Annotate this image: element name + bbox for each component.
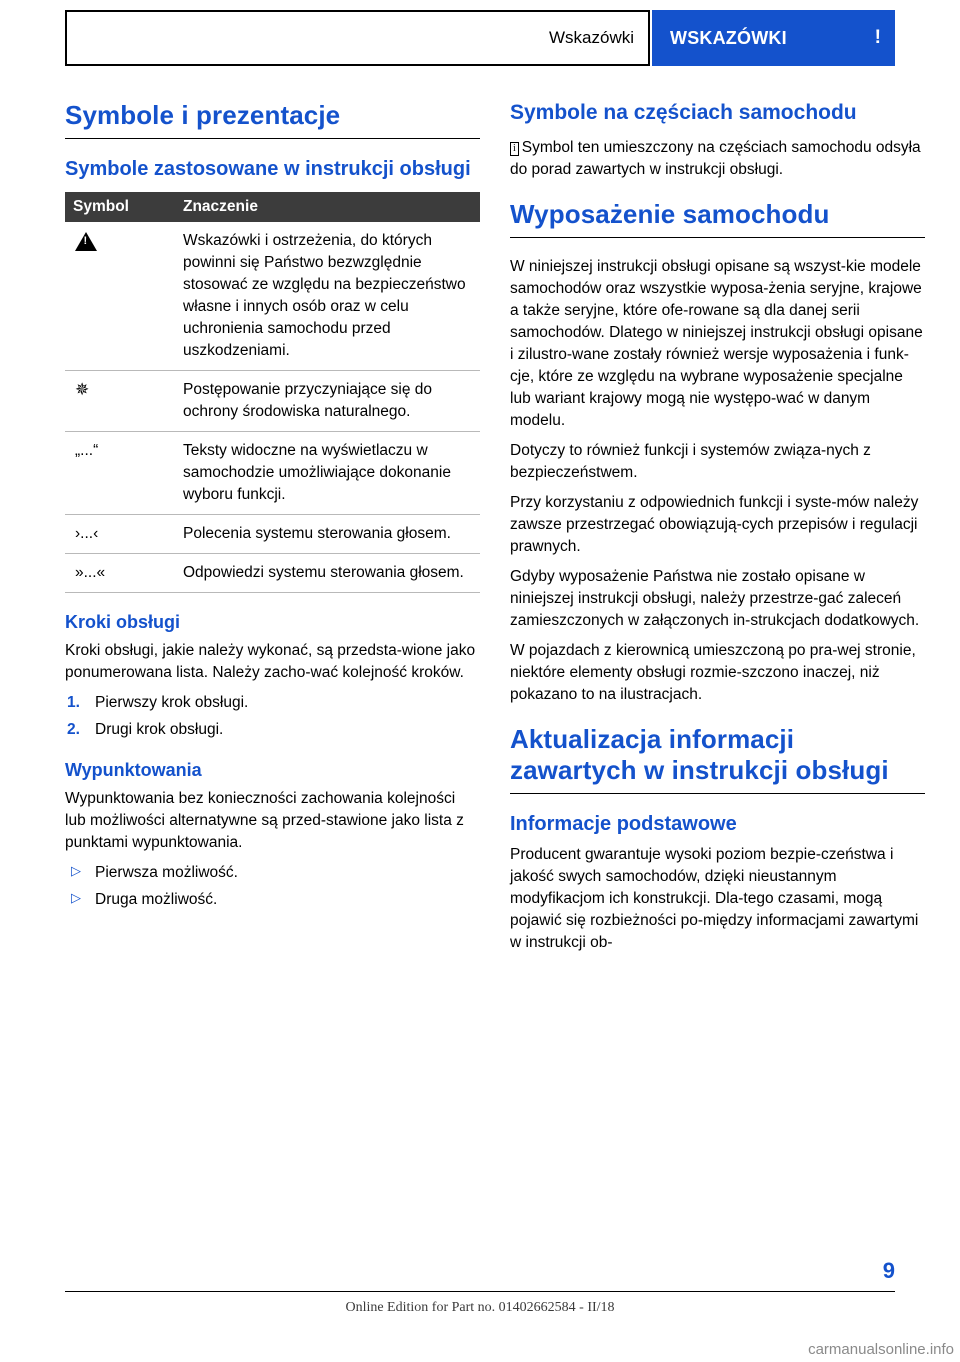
operating-steps-body: Kroki obsługi, jakie należy wykonać, są przedsta-wione jako ponumerowana lista. Należy zacho-wać kolejność kroków. [65, 642, 476, 682]
section-heading-operating-steps: Kroki obsługi [65, 612, 181, 633]
table-cell-meaning: Teksty widoczne na wyświetlaczu w samochodzie umożliwiające dokonanie wyboru funkcji. [175, 432, 480, 515]
equipment-paragraph-4: Gdyby wyposażenie Państwa nie zostało opisane w niniejszej instrukcji obsługi, należy przestrze-gać zaleceń zamieszczonych w załączonych in-strukcjach dodatkowych. [510, 567, 920, 629]
table-cell-meaning: Postępowanie przyczyniające się do ochrony środowiska naturalnego. [175, 371, 480, 432]
numbered-step-list [65, 692, 480, 741]
table-row [65, 371, 480, 432]
footer-divider [65, 1291, 895, 1292]
table-cell-meaning: Odpowiedzi systemu sterowania głosem. [175, 554, 480, 593]
vehicle-equipment-divider [510, 237, 925, 238]
title-divider [65, 138, 480, 139]
page-header [65, 10, 895, 66]
header-exclamation-icon: ! [874, 27, 881, 48]
page-number: 9 [882, 1258, 895, 1283]
section-heading-vehicle-equipment: Wyposażenie samochodu [510, 198, 830, 229]
right-column [510, 100, 925, 962]
header-left-box [65, 10, 650, 66]
manual-update-divider [510, 793, 925, 794]
basic-information-body: Producent gwarantuje wysoki poziom bezpie-czeństwa i jakość swych samochodów, dzięki nieustannym modyfikacjom ich konstrukcji. Dla-tego czasami, mogą pojawić się rozbieżności po-między informacjami zawartymi w instrukcji ob- [510, 845, 919, 951]
header-left-label: Wskazówki [548, 28, 634, 47]
table-cell-meaning: Wskazówki i ostrzeżenia, do których powinni się Państwo bezwzględnie stosować ze względu na bezpieczeństwo własne i innych osób oraz w celu uchronienia samochodu przed uszkodzeniami. [175, 222, 480, 371]
section-heading-symbols-on-parts: Symbole na częściach samochodu [510, 101, 857, 124]
bullet-list [65, 862, 480, 911]
footer-text: Online Edition for Part no. 01402662584 - II/18 [345, 1300, 615, 1315]
equipment-paragraph-3: Przy korzystaniu z odpowiednich funkcji i syste-mów należy zawsze przestrzegać obowiązują-cych przepisów i regulacji prawnych. [510, 493, 919, 555]
section-heading-manual-update: Aktualizacja informacji zawartych w instrukcji obsługi [510, 723, 889, 786]
section-heading-symbols-used: Symbole zastosowane w instrukcji obsługi [65, 157, 471, 180]
header-right-label: WSKAZÓWKI [670, 27, 787, 48]
voice-command-symbol: ›...‹ [65, 515, 175, 554]
table-row [65, 432, 480, 515]
list-item [65, 692, 480, 714]
eco-flower-icon: ✵ [65, 371, 175, 432]
symbols-table [65, 192, 480, 593]
left-column [65, 100, 480, 916]
step-text: Pierwszy krok obsługi. [95, 694, 249, 712]
bullet-triangle-icon: ▷ [71, 890, 81, 906]
watermark: carmanualsonline.info [808, 1341, 954, 1358]
list-item [65, 862, 480, 884]
page-title: Symbole i prezentacje [65, 100, 341, 130]
equipment-paragraph-2: Dotyczy to również funkcji i systemów związa-nych z bezpieczeństwem. [510, 441, 871, 481]
table-row [65, 515, 480, 554]
warning-triangle-icon [65, 222, 175, 371]
table-header-row [65, 192, 480, 222]
table-row [65, 222, 480, 371]
table-header-meaning: Znaczenie [175, 192, 480, 222]
voice-response-symbol: »...« [65, 554, 175, 593]
step-number: 2. [67, 721, 80, 739]
step-text: Drugi krok obsługi. [95, 721, 224, 739]
table-header-symbol: Symbol [65, 192, 175, 222]
section-heading-basic-information: Informacje podstawowe [510, 813, 737, 836]
equipment-paragraph-5: W pojazdach z kierownicą umieszczoną po pra-wej stronie, niektóre elementy obsługi rozmie-szczono inaczej, niż pokazano to na ilustracjach. [510, 641, 916, 703]
quote-symbol: „...“ [65, 432, 175, 515]
equipment-paragraph-1: W niniejszej instrukcji obsługi opisane są wszyst-kie modele samochodów oraz wszystkie wyposa-żenia seryjne, krajowe a także seryjne, które ofe-rowane są dla danej serii samochodów. Dlatego w niniejszej instrukcji obsługi opisane i zilustro-wane zostały również wersje wyposażenia i funk-cje, które ze względu na wybrane wyposażenie specjalne lub wariant krajowy mogą nie występo-wać w danym modelu. [510, 257, 923, 429]
list-item [65, 889, 480, 911]
book-icon: i [510, 142, 519, 156]
step-number: 1. [67, 694, 80, 712]
table-cell-meaning: Polecenia systemu sterowania głosem. [175, 515, 480, 554]
section-heading-bullet-points: Wypunktowania [65, 760, 202, 781]
bullet-text: Druga możliwość. [95, 891, 218, 909]
bullet-text: Pierwsza możliwość. [95, 864, 238, 882]
list-item [65, 719, 480, 741]
symbols-on-parts-body: i Symbol ten umieszczony na częściach samochodu odsyła do porad zawartych w instrukcji obsługi. [510, 138, 921, 178]
table-row [65, 554, 480, 593]
header-right-box [652, 10, 895, 66]
bullet-points-body: Wypunktowania bez konieczności zachowania kolejności lub możliwości alternatywne są przed-stawione jako lista z punktami wypunktowania. [65, 790, 464, 852]
bullet-triangle-icon: ▷ [71, 863, 81, 879]
